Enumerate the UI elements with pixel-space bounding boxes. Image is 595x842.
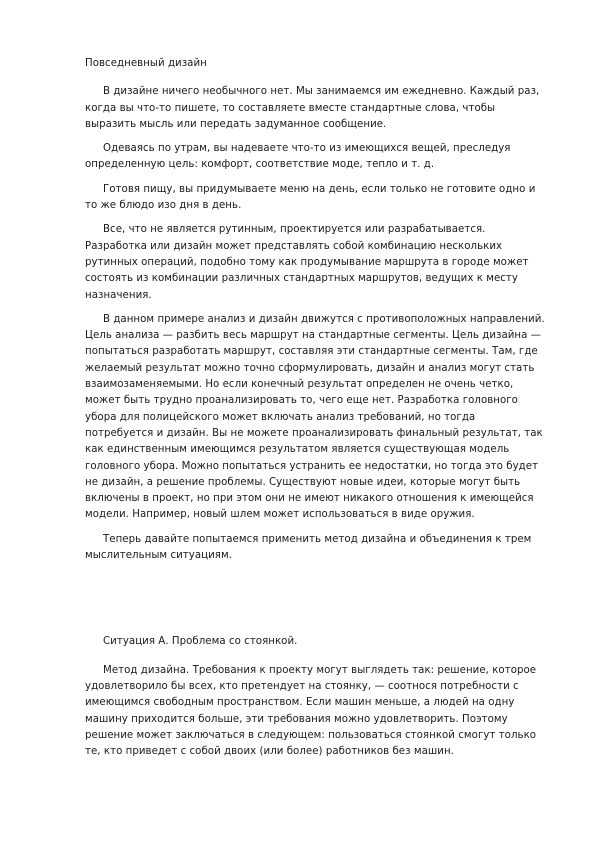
paragraph: Метод дизайна. Требования к проекту могут выглядеть так: решение, которое удовлетворило бы всех, кто претендует на стоянку, — соотнося потребности с имеющимся свободным пространством. Если машин меньше, а людей на одну машину приходится больше, эти требования можно удовлетворить. Поэтому решение может заключаться в следующем: пользоваться стоянкой смогут только те, кто приведет с собой двоих (или более) работников без машин. (85, 664, 537, 758)
situation-heading: Ситуация А. Проблема со стоянкой. (103, 636, 298, 648)
paragraph: Все, что не является рутинным, проектируется или разрабатывается. Разработка или дизайн может представлять собой комбинацию нескольких рутинных операций, подобно тому как продумывание маршрута в городе может состоять из комбинации различных стандартных маршрутов, ведущих к месту назначения. (85, 224, 529, 301)
paragraph: В дизайне ничего необычного нет. Мы занимаемся им ежедневно. Каждый раз, когда вы что-то пишете, то составляете вместе стандартные слова, чтобы выразить мысль или передать задуманное сообщение. (85, 86, 540, 130)
paragraph: Готовя пищу, вы придумываете меню на день, если только не готовите одно и то же блюдо изо дня в день. (85, 183, 536, 212)
document-title: Повседневный дизайн (85, 58, 207, 69)
paragraph: Одеваясь по утрам, вы надеваете что-то из имеющихся вещей, преследуя определенную цель: комфорт, соответствие моде, тепло и т. д. (85, 143, 511, 171)
document-body (85, 56, 545, 768)
section-spacer (85, 572, 545, 634)
paragraph: В данном примере анализ и дизайн движутся с противоположных направлений. Цель анализа — разбить весь маршрут на стандартные сегменты. Цель дизайна — попытаться разработать маршрут, составляя эти стандартные сегменты. Там, где желаемый результат можно точно сформулировать, дизайн и анализ могут стать взаимозаменяемыми. Но если конечный результат определен не очень четко, может быть трудно проанализировать то, чего еще нет. Разработка головного убора для полицейского может включать анализ требований, но тогда потребуется и дизайн. Вы не можете проанализировать финальный результат, так как единственным имеющимся результатом является существующая модель головного убора. Можно попытаться устранить ее недостатки, но тогда это будет не дизайн, а решение проблемы. Существуют новые идеи, которые могут быть включены в проект, но при этом они не имеют никакого отношения к имеющейся модели. Например, новый шлем может использоваться в виде оружия. (85, 313, 545, 521)
paragraph: Теперь давайте попытаемся применить метод дизайна и объединения к трем мыслительным ситуациям. (85, 533, 532, 562)
